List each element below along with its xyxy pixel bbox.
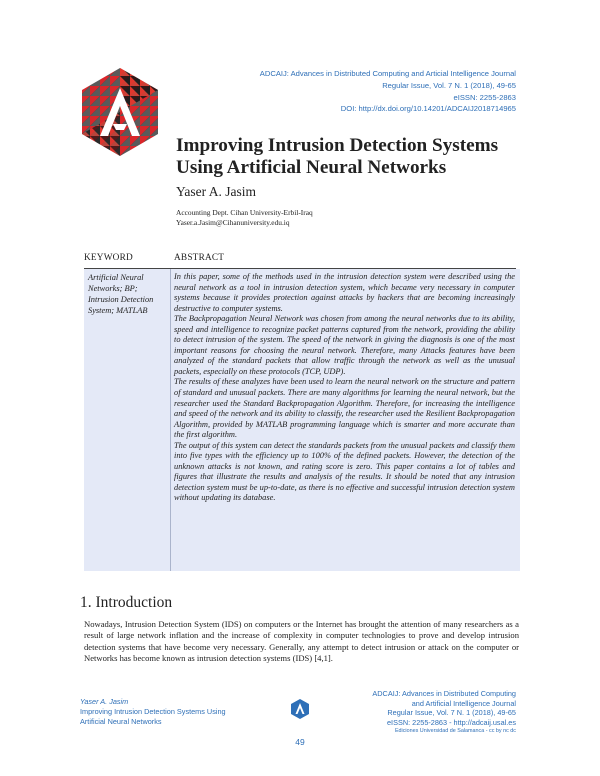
journal-issn: eISSN: 2255-2863: [453, 92, 516, 102]
footer-journal-line2: and Artificial Intelligence Journal: [411, 698, 516, 708]
column-divider: [170, 269, 171, 571]
introduction-paragraph: Nowadays, Intrusion Detection System (IDS) on computers or the Internet has brought the attention of many researchers as a result of large network inflation and the increase of complexity in computer technologies to prove and develop intrusion detection systems that have become very necessary. Generally, any attempt to detect intrusion or attack on the computer or Networks has become known as intrusion detection systems (IDS) [4,1].: [84, 619, 519, 664]
page-number: 49: [295, 737, 305, 747]
abstract-heading: ABSTRACT: [174, 253, 225, 263]
journal-header: [260, 68, 516, 115]
journal-issue: Regular Issue, Vol. 7 N. 1 (2018), 49-65: [382, 80, 516, 90]
author-email[interactable]: Yaser.a.Jasim@Cihanuniversity.edu.iq: [176, 217, 290, 227]
footer-journal-line1: ADCAIJ: Advances in Distributed Computing: [372, 689, 516, 698]
footer-left: [80, 697, 226, 727]
abstract-paragraph: The Backpropagation Neural Network was chosen from among the neural networks due to its ability, speed and intelligence to recognize packet patterns captured from the network, providing the ability to detect intrusion of the system. The speed of the network in giving the diagnosis is one of the most important reasons for choosing the neural network. Therefore, many Attacks features have been analyzed of the standard packets that allow traffic through the network as well as the unusual packets, especially on these protocols (TCP, UDP).: [174, 314, 515, 376]
footer-issue: Regular Issue, Vol. 7 N. 1 (2018), 49-65: [387, 708, 516, 718]
abstract-paragraph: The results of these analyzes have been used to learn the neural network on the structure and pattern of standard and unusual packets. There are many algorithms for learning the neural network, but the researcher used the Standard Backpropagation Algorithm. Therefore, for increasing the intelligence and speed of the network and its ability to classify, the researcher used the Resilient Backpropagation Algorithm, provided by MATLAB programming language which is smarter and more accurate than the first algorithm.: [174, 377, 515, 440]
abstract-paragraph: In this paper, some of the methods used in the intrusion detection system were described using the neural network as a tool in intrusion detection system, which became very necessary in computer systems because it provides protection against attacks by hackers that are becoming increasingly destructive to computer systems.: [174, 272, 515, 313]
paper-author: Yaser A. Jasim: [176, 184, 257, 199]
introduction-body: [84, 619, 519, 664]
abstract-paragraph: The output of this system can detect the standards packets from the unusual packets and classify them into five types with the efficiency up to 100% of the defined packets. However, the detection of the unknown attacks is not known, and rating score is zero. This paper contains a lot of tables and figures that illustrate the results and analysis of the results. It should be noted that any intrusion detection system must be up-to-date, as there is no effective and successful intrusion detection system without updating its database.: [174, 440, 515, 503]
footer-logo-icon: [291, 699, 309, 719]
footer-title-line1: Improving Intrusion Detection Systems Using: [80, 707, 226, 716]
section-heading: 1. Introduction: [80, 594, 173, 611]
author-affiliation: [176, 208, 313, 227]
journal-doi[interactable]: DOI: http://dx.doi.org/10.14201/ADCAIJ2018714965: [340, 104, 516, 114]
footer-title-line2: Artificial Neural Networks: [80, 717, 162, 726]
journal-name: ADCAIJ: Advances in Distributed Computing and Articial Intelligence Journal: [259, 69, 516, 78]
footer-author: Yaser A. Jasim: [80, 697, 129, 706]
keywords-list: Artificial Neural Networks; BP; Intrusion Detection System; MATLAB: [88, 273, 154, 315]
adcaij-logo-icon: [80, 66, 160, 158]
footer-right: [372, 689, 516, 737]
paper-title: Improving Intrusion Detection Systems Using Artificial Neural Networks: [176, 135, 499, 178]
abstract-body: [174, 272, 515, 504]
keyword-heading: KEYWORD: [84, 253, 133, 263]
affiliation-text: Accounting Dept. Cihan University-Erbil-Iraq: [176, 208, 313, 217]
footer-publisher: Ediciones Universidad de Salamanca - cc by nc dc: [394, 728, 516, 735]
footer-issn-url[interactable]: eISSN: 2255-2863 - http://adcaij.usal.es: [387, 717, 516, 727]
